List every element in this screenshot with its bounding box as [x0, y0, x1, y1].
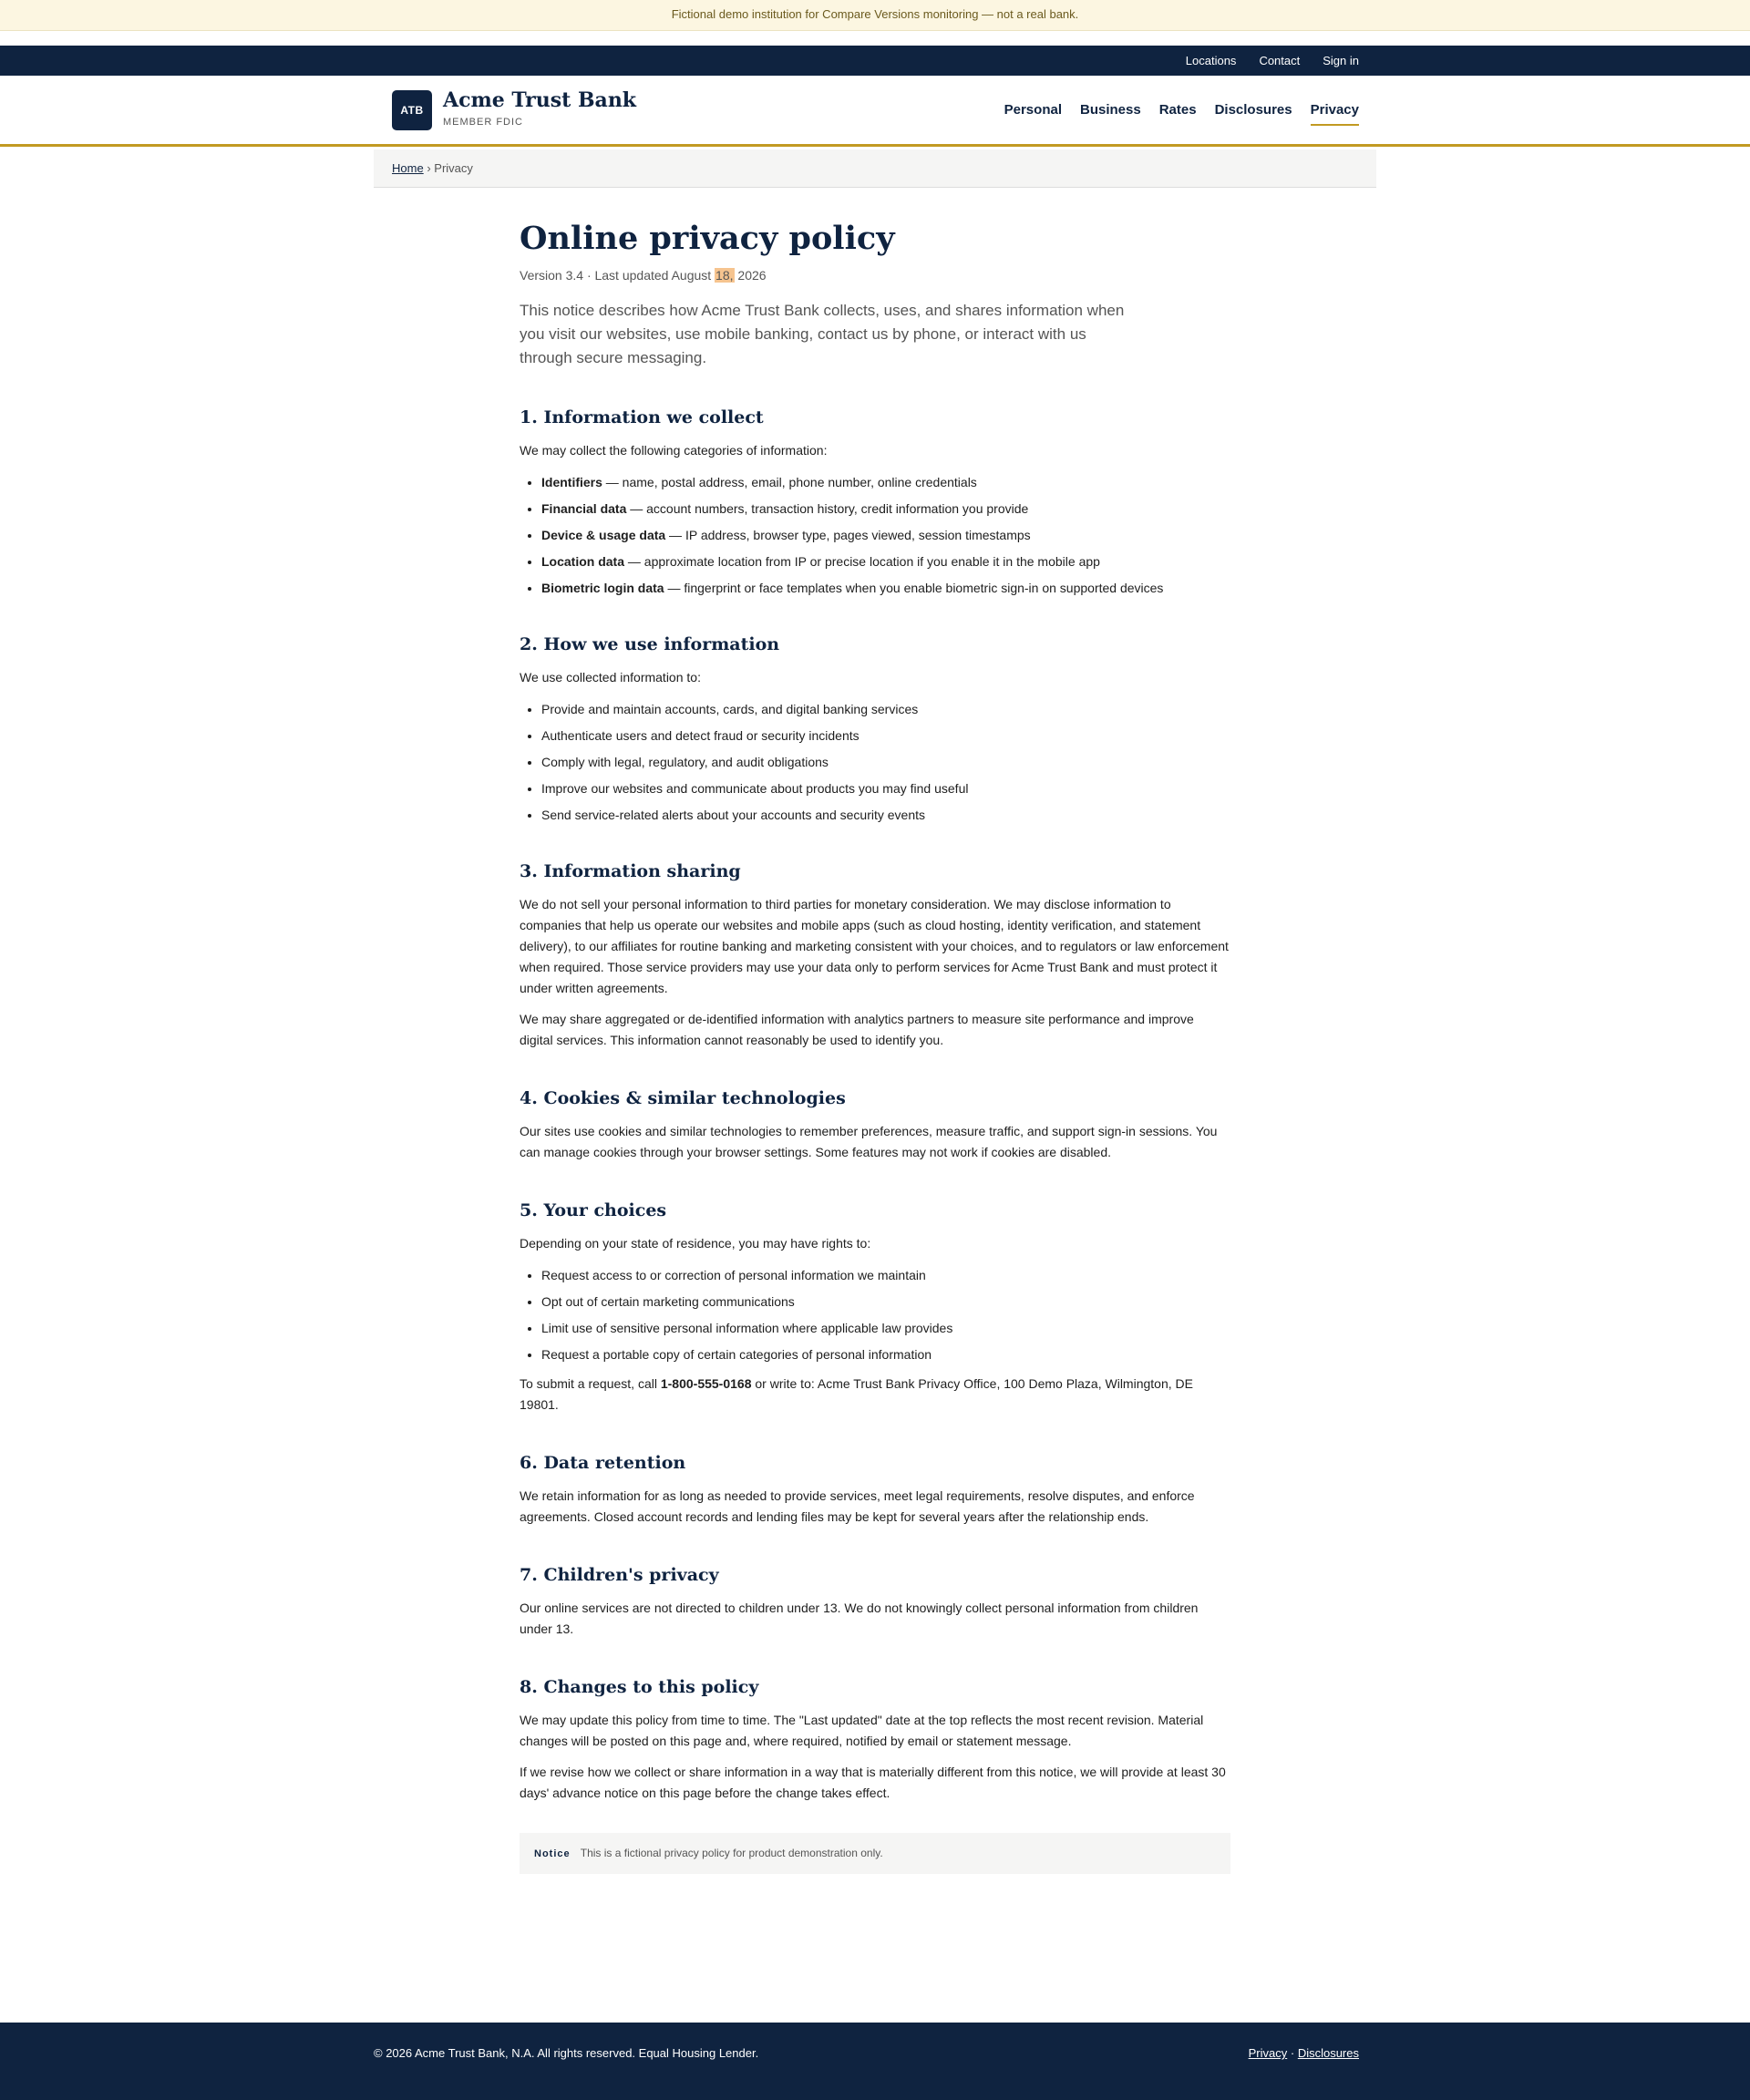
list-item-desc: — name, postal address, email, phone number, online credentials	[602, 475, 977, 489]
collect-list	[520, 473, 1230, 597]
use-list	[520, 700, 1230, 824]
site-footer	[0, 2023, 1750, 2100]
list-item	[541, 526, 1230, 544]
notice-box	[520, 1833, 1230, 1874]
list-item: • Provide and maintain accounts, cards, and digital banking services	[541, 700, 1230, 718]
section-retention-p1: We retain information for as long as needed to provide services, meet legal requirements, resolve disputes, and enforce agreements. Closed account records and lending files may be kept for several years after the relationship ends.	[520, 1488, 1195, 1524]
list-item: • Request a portable copy of certain categories of personal information	[541, 1345, 1230, 1364]
list-item-term: Identifiers	[541, 475, 602, 489]
list-item	[541, 579, 1230, 597]
footer-link-privacy[interactable]: Privacy	[1248, 2046, 1288, 2060]
breadcrumb-current: Privacy	[434, 161, 473, 175]
nav-business[interactable]: Business	[1080, 102, 1141, 118]
section-heading-retention: 6. Data retention	[520, 1453, 686, 1473]
list-item: • Limit use of sensitive personal information where applicable law provides	[541, 1319, 1230, 1337]
list-item-term: Location data	[541, 554, 625, 569]
list-item	[541, 552, 1230, 571]
demo-banner: Fictional demo institution for Compare Versions monitoring — not a real bank.	[0, 0, 1750, 31]
utility-link-locations[interactable]: Locations	[1185, 54, 1237, 67]
version-meta	[520, 266, 1230, 284]
lead-paragraph: This notice describes how Acme Trust Bank collects, uses, and shares information when you visit our websites, use mobile banking, contact us by phone, or interact with us through secure messaging.	[520, 302, 1125, 366]
meta-year: 2026	[734, 268, 767, 283]
section-choices-request	[520, 1374, 1230, 1415]
section-sharing-p2: We may share aggregated or de-identified information with analytics partners to measure site performance and improve digital services. This information cannot reasonably be used to identify you.	[520, 1012, 1194, 1047]
list-item: • Comply with legal, regulatory, and audit obligations	[541, 753, 1230, 771]
site-header	[0, 76, 1750, 147]
list-item-term: Financial data	[541, 501, 627, 516]
list-item: • Opt out of certain marketing communications	[541, 1292, 1230, 1311]
section-heading-choices: 5. Your choices	[520, 1200, 667, 1220]
section-changes-p1: We may update this policy from time to time. The "Last updated" date at the top reflects the most recent revision. Material changes will be posted on this page and, where required, notified by email or statement message.	[520, 1713, 1204, 1748]
nav-rates[interactable]: Rates	[1158, 102, 1197, 118]
utility-link-sign-in[interactable]: Sign in	[1323, 54, 1359, 67]
footer-links	[1249, 2023, 1359, 2085]
choices-list	[520, 1266, 1230, 1364]
list-item-desc: — account numbers, transaction history, credit information you provide	[626, 501, 1029, 516]
breadcrumb-home-link[interactable]: Home	[392, 161, 424, 175]
brand-name[interactable]: Acme Trust Bank	[443, 88, 637, 112]
list-item: • Improve our websites and communicate about products you may find useful	[541, 779, 1230, 798]
list-item	[541, 499, 1230, 518]
list-item: • Request access to or correction of personal information we maintain	[541, 1266, 1230, 1284]
utility-link-contact[interactable]: Contact	[1259, 54, 1301, 67]
nav-disclosures[interactable]: Disclosures	[1214, 102, 1292, 118]
section-sharing-p1: We do not sell your personal information to third parties for monetary consideration. We may disclose information to companies that help us operate our websites and mobile apps (such as cloud hosting, identity verification, and statement delivery), to our affiliates for routine banking and marketing consistent with your choices, and to regulators or law enforcement when required. Those service providers may use your data only to perform services for Acme Trust Bank and must protect it under written agreements.	[520, 897, 1229, 995]
section-heading-changes: 8. Changes to this policy	[520, 1677, 759, 1697]
list-item	[541, 473, 1230, 491]
footer-copyright: © 2026 Acme Trust Bank, N.A. All rights reserved. Equal Housing Lender.	[374, 2046, 759, 2060]
section-heading-cookies: 4. Cookies & similar technologies	[520, 1088, 846, 1108]
section-changes-p2: If we revise how we collect or share information in a way that is materially different from this notice, we will provide at least 30 days' advance notice on this page before the change takes effect.	[520, 1765, 1226, 1800]
breadcrumb	[374, 149, 1376, 188]
section-cookies-p1: Our sites use cookies and similar technologies to remember preferences, measure traffic, and support sign-in sessions. You can manage cookies through your browser settings. Some features may not work if cookies are disabled.	[520, 1124, 1218, 1159]
brand-logo-icon[interactable]: ATB	[392, 90, 432, 130]
list-item-term: Biometric login data	[541, 581, 664, 595]
request-text-before: To submit a request, call	[520, 1376, 661, 1391]
nav-personal[interactable]: Personal	[1004, 102, 1062, 118]
footer-link-separator: ·	[1290, 2046, 1295, 2060]
section-children-p1: Our online services are not directed to children under 13. We do not knowingly collect personal information from children under 13.	[520, 1601, 1199, 1636]
request-text-after: or write to: Acme Trust Bank Privacy Office, 100 Demo Plaza, Wilmington, DE 19801.	[520, 1376, 1193, 1412]
list-item-desc: — IP address, browser type, pages viewed, session timestamps	[665, 528, 1031, 542]
footer-link-disclosures[interactable]: Disclosures	[1297, 2046, 1359, 2060]
notice-text: This is a fictional privacy policy for product demonstration only.	[580, 1847, 883, 1859]
list-item: • Send service-related alerts about your accounts and security events	[541, 806, 1230, 824]
meta-version-text: Version 3.4 · Last updated August	[520, 268, 715, 283]
page-title: Online privacy policy	[520, 220, 895, 257]
list-item: • Authenticate users and detect fraud or security incidents	[541, 726, 1230, 745]
section-heading-children: 7. Children's privacy	[520, 1565, 719, 1585]
breadcrumb-separator: ›	[427, 161, 431, 175]
section-collect-intro: We may collect the following categories of information:	[520, 443, 828, 458]
main-nav	[1004, 76, 1359, 144]
utility-bar	[0, 46, 1750, 76]
section-use-intro: We use collected information to:	[520, 670, 701, 685]
list-item-term: Device & usage data	[541, 528, 666, 542]
list-item-desc: — fingerprint or face templates when you enable biometric sign-in on supported devices	[664, 581, 1164, 595]
main-content	[520, 215, 1230, 1874]
meta-highlight: 18,	[715, 268, 734, 283]
section-choices-intro: Depending on your state of residence, you may have rights to:	[520, 1236, 871, 1251]
section-heading-sharing: 3. Information sharing	[520, 861, 741, 881]
utility-nav	[1186, 46, 1359, 76]
request-phone-number: 1-800-555-0168	[660, 1376, 752, 1391]
nav-privacy[interactable]: Privacy	[1310, 102, 1359, 118]
notice-label: Notice	[534, 1848, 571, 1859]
section-heading-collect: 1. Information we collect	[520, 407, 764, 427]
section-heading-use: 2. How we use information	[520, 634, 780, 654]
brand-tagline: MEMBER FDIC	[443, 117, 523, 128]
list-item-desc: — approximate location from IP or precise location if you enable it in the mobile app	[624, 554, 1100, 569]
